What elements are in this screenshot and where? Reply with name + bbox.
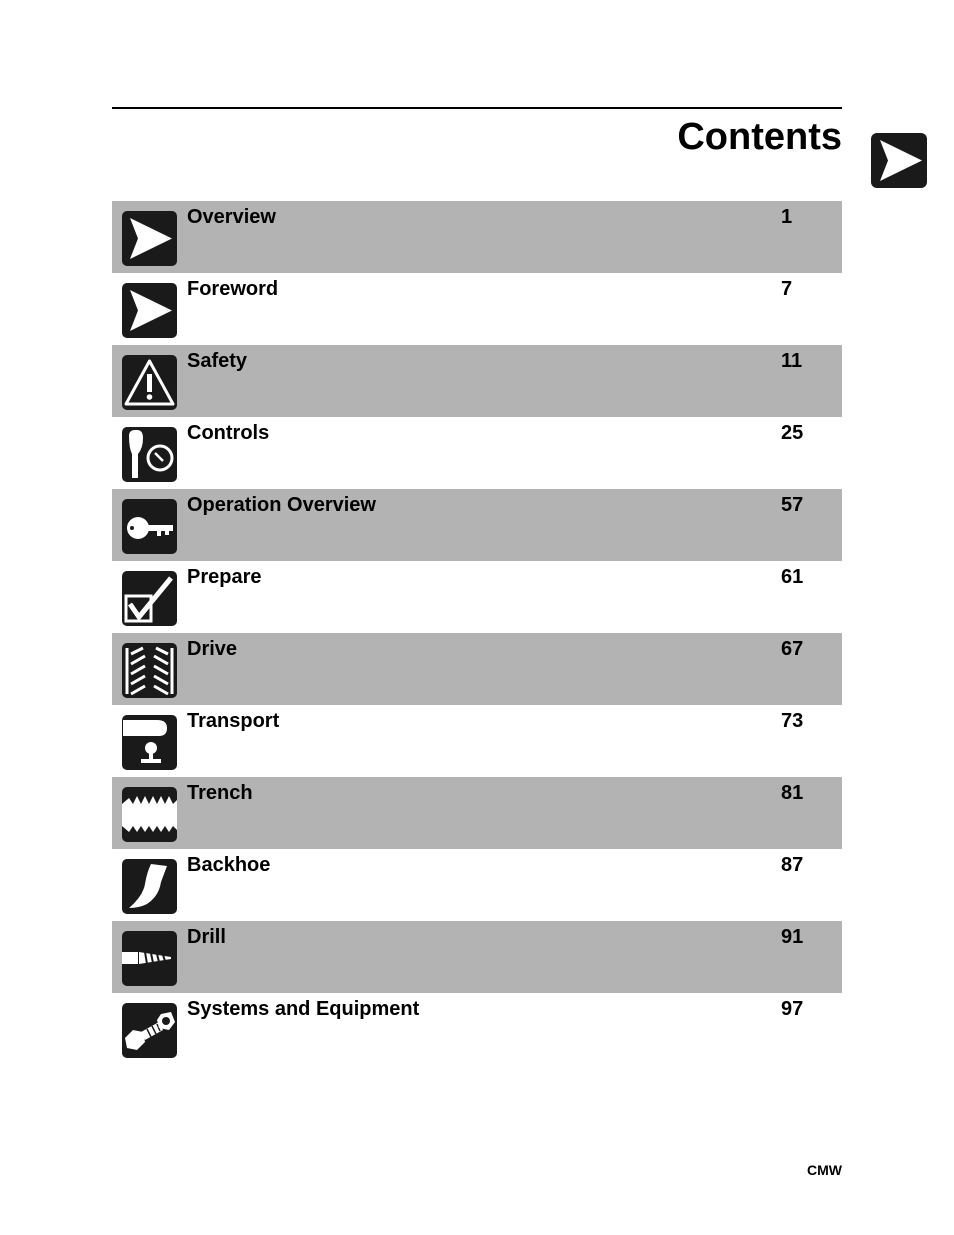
toc-label: Trench — [187, 782, 253, 804]
footer-code: CMW — [807, 1162, 842, 1178]
bucket-tooth-icon — [121, 858, 178, 915]
section-tab-arrow-icon — [870, 132, 928, 189]
toc-row-overview[interactable] — [112, 201, 842, 273]
toc-label: Systems and Equipment — [187, 998, 420, 1020]
hitch-icon — [121, 714, 178, 771]
warning-triangle-icon — [121, 354, 178, 411]
toc-row-transport[interactable] — [112, 705, 842, 777]
toc-page-number: 57 — [781, 494, 804, 516]
toc-row-foreword[interactable] — [112, 273, 842, 345]
toc-page-number: 61 — [781, 566, 804, 588]
toc-label: Transport — [187, 710, 280, 732]
toc-row-backhoe[interactable] — [112, 849, 842, 921]
checkbox-icon — [121, 570, 178, 627]
toc-label: Controls — [187, 422, 270, 444]
toc-page-number: 67 — [781, 638, 804, 660]
toc-label: Prepare — [187, 566, 262, 588]
toc-page-number: 97 — [781, 998, 804, 1020]
toc-row-controls[interactable] — [112, 417, 842, 489]
toc-row-operation-overview[interactable] — [112, 489, 842, 561]
page-title: Contents — [677, 116, 842, 158]
toc-row-systems-and-equipment[interactable] — [112, 993, 842, 1065]
arrow-right-icon — [121, 282, 178, 339]
toc-page-number: 1 — [781, 206, 793, 228]
toc-row-drill[interactable] — [112, 921, 842, 993]
toc-label: Foreword — [187, 278, 279, 300]
toc-label: Operation Overview — [187, 494, 376, 516]
tire-tread-icon — [121, 642, 178, 699]
toc-label: Drill — [187, 926, 226, 948]
toc-page-number: 91 — [781, 926, 804, 948]
toc-label: Drive — [187, 638, 238, 660]
drill-bit-icon — [121, 930, 178, 987]
trencher-chain-icon — [121, 786, 178, 843]
toc-label: Overview — [187, 206, 276, 228]
toc-row-prepare[interactable] — [112, 561, 842, 633]
control-lever-icon — [121, 426, 178, 483]
toc-page-number: 25 — [781, 422, 804, 444]
toc-page-number: 81 — [781, 782, 804, 804]
toc-page-number: 87 — [781, 854, 804, 876]
toc-label: Safety — [187, 350, 248, 372]
toc-page-number: 73 — [781, 710, 804, 732]
toc-list — [112, 201, 842, 1065]
toc-page-number: 7 — [781, 278, 793, 300]
toc-row-safety[interactable] — [112, 345, 842, 417]
toc-page-number: 11 — [781, 350, 803, 372]
arrow-right-icon — [121, 210, 178, 267]
toc-row-drive[interactable] — [112, 633, 842, 705]
key-icon — [121, 498, 178, 555]
toc-label: Backhoe — [187, 854, 271, 876]
toc-row-trench[interactable] — [112, 777, 842, 849]
top-rule — [112, 107, 842, 109]
bolt-nut-icon — [121, 1002, 178, 1059]
